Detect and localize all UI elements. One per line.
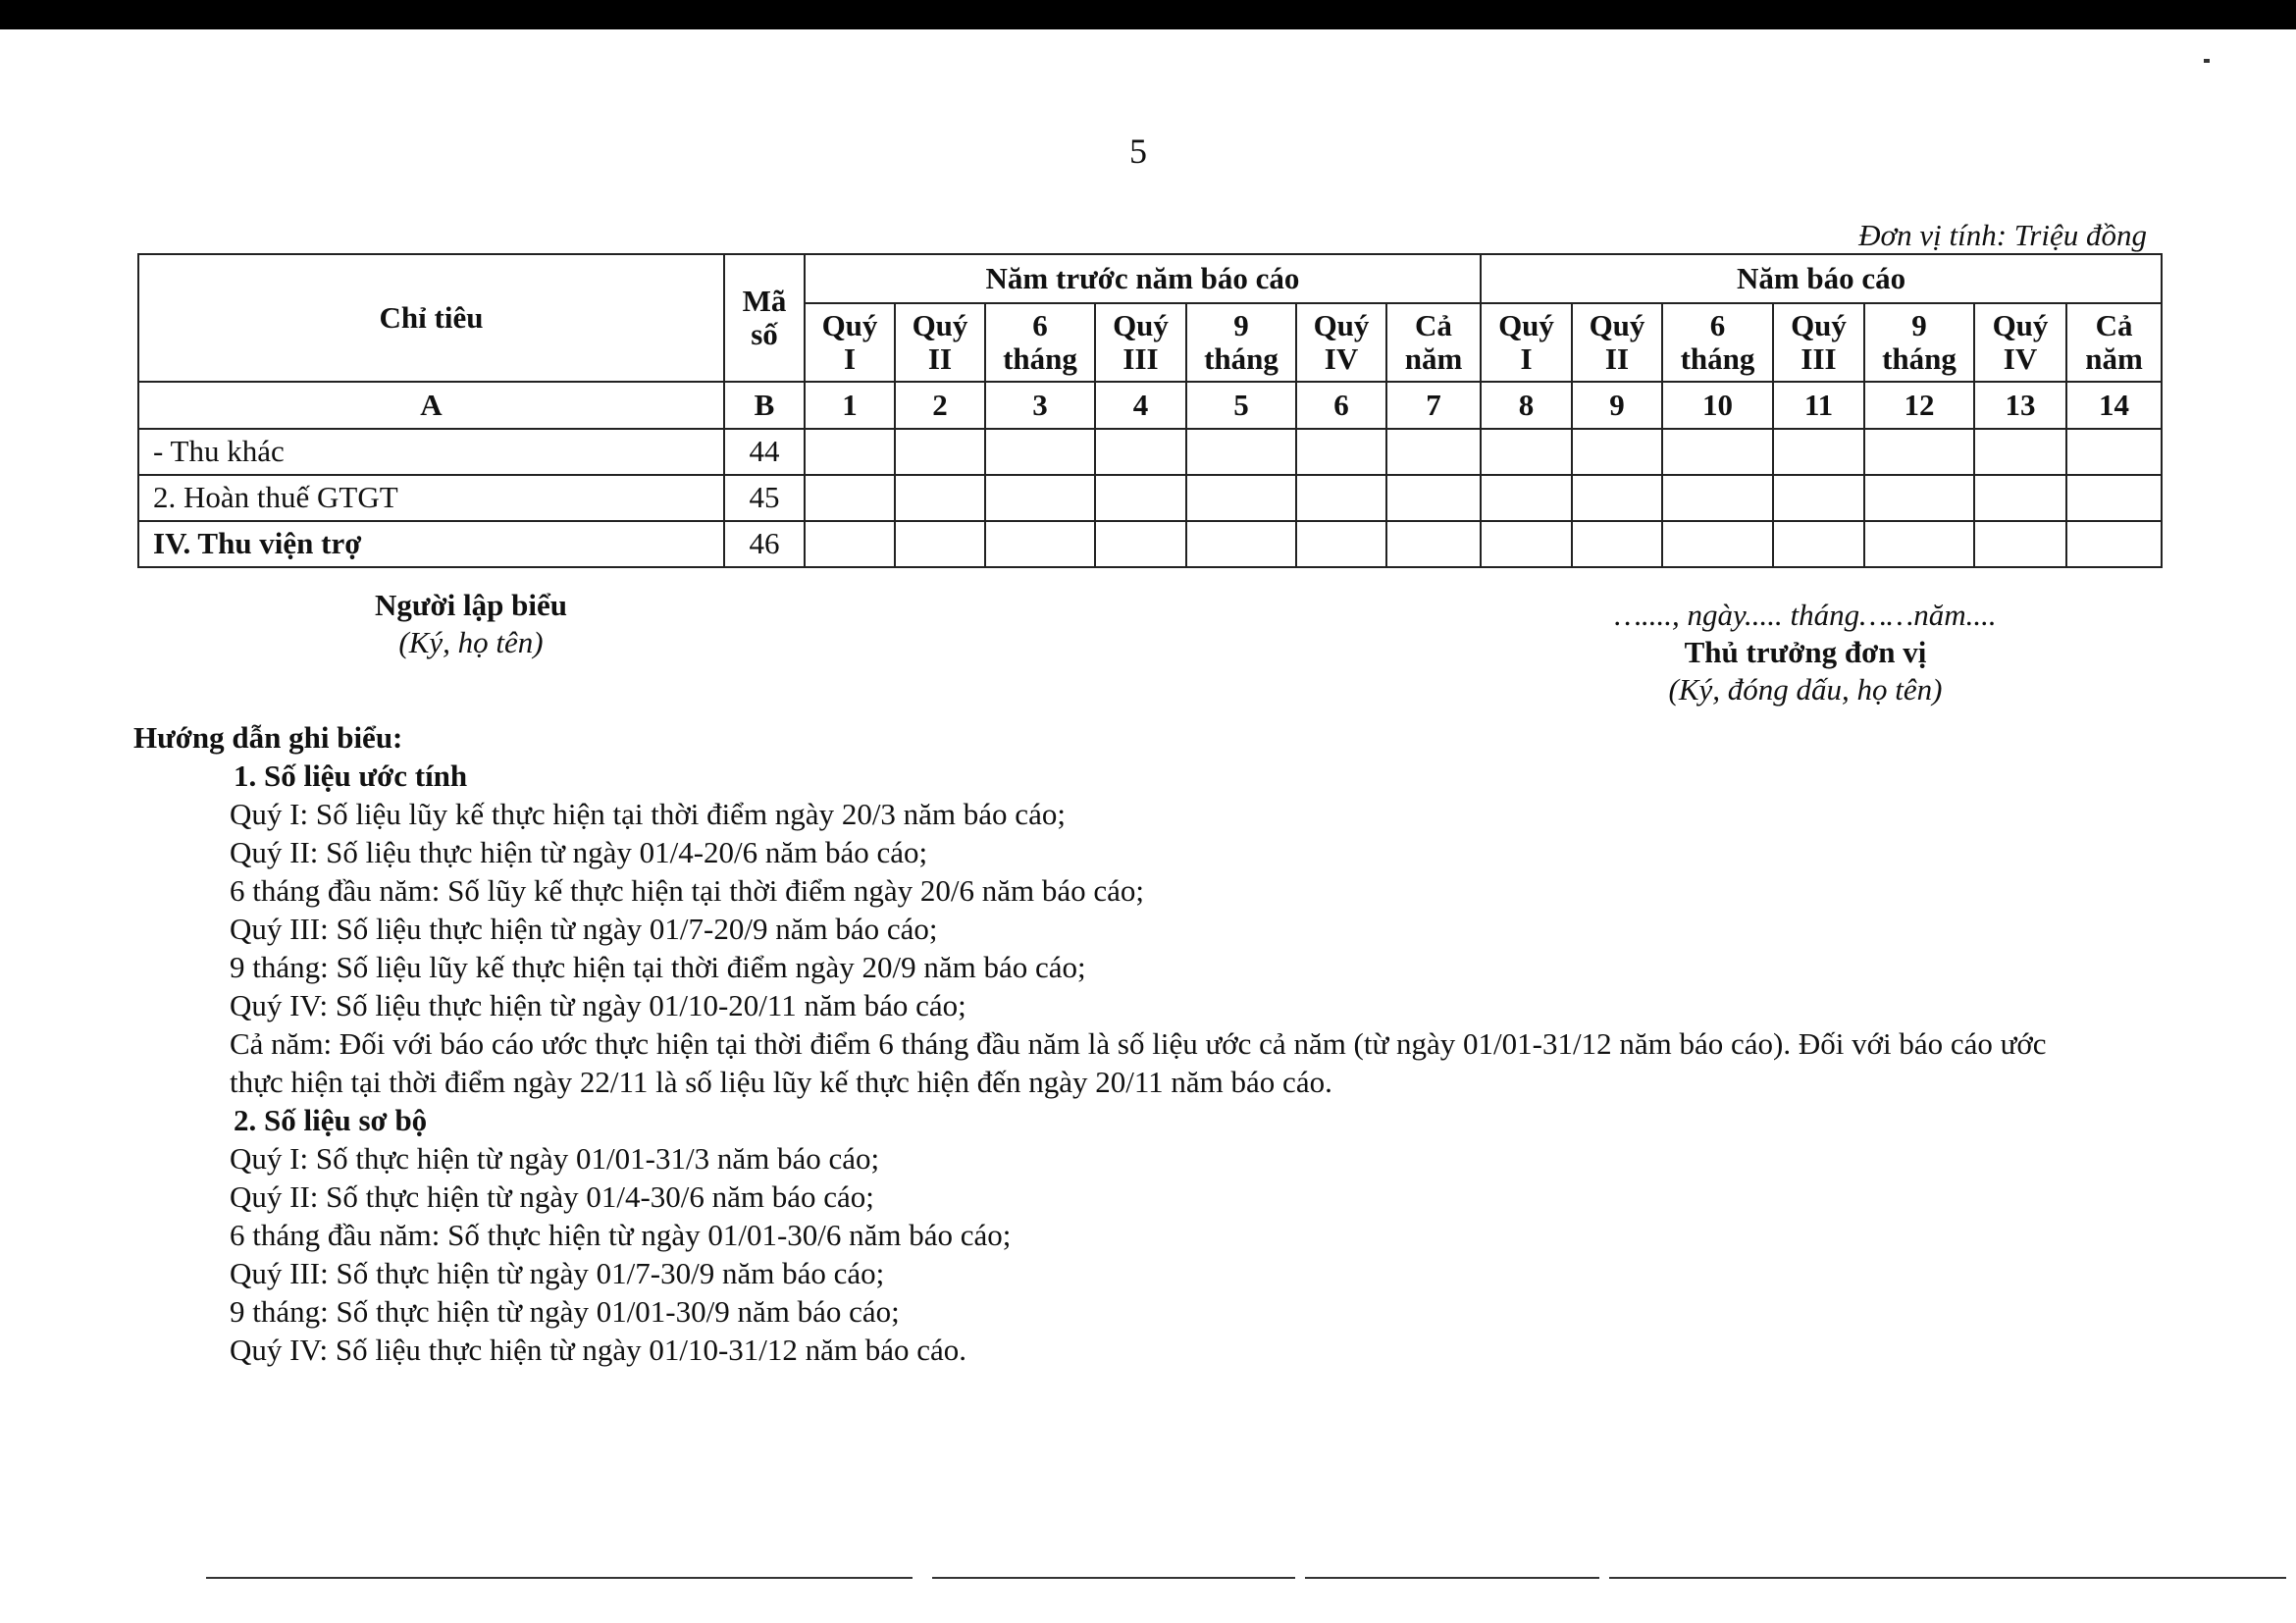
value-cell xyxy=(1662,475,1773,521)
row-code: 45 xyxy=(724,475,805,521)
value-cell xyxy=(1773,521,1864,567)
row-label: IV. Thu viện trợ xyxy=(138,521,724,567)
value-cell xyxy=(1481,521,1572,567)
value-cell xyxy=(805,475,895,521)
value-cell xyxy=(1095,475,1186,521)
value-cell xyxy=(895,475,985,521)
value-cell xyxy=(2066,475,2162,521)
row-label: 2. Hoàn thuế GTGT xyxy=(138,475,724,521)
header-period: Quý II xyxy=(1572,303,1662,382)
header-period: Cả năm xyxy=(1386,303,1481,382)
page-number: 5 xyxy=(1129,131,1147,171)
header-group-prev-year: Năm trước năm báo cáo xyxy=(805,254,1481,303)
value-cell xyxy=(2066,429,2162,475)
value-cell xyxy=(805,521,895,567)
value-cell xyxy=(1186,521,1296,567)
value-cell xyxy=(1662,521,1773,567)
header-period: Quý II xyxy=(895,303,985,382)
guide-item: 9 tháng: Số thực hiện từ ngày 01/01-30/9 năm báo cáo; xyxy=(230,1294,900,1329)
index-cell: 13 xyxy=(1974,382,2066,429)
value-cell xyxy=(1095,521,1186,567)
index-cell: 3 xyxy=(985,382,1095,429)
header-chitieu: Chỉ tiêu xyxy=(138,254,724,382)
value-cell xyxy=(1186,475,1296,521)
header-period: Quý I xyxy=(805,303,895,382)
guide-item: Quý II: Số thực hiện từ ngày 01/4-30/6 năm báo cáo; xyxy=(230,1179,874,1214)
guide-item: 6 tháng đầu năm: Số thực hiện từ ngày 01/01-30/6 năm báo cáo; xyxy=(230,1218,1012,1252)
unit-label: Đơn vị tính: Triệu đồng xyxy=(1858,218,2147,252)
value-cell xyxy=(1864,521,1974,567)
scan-artifact-line xyxy=(1609,1577,2286,1579)
date-line: …...., ngày..... tháng……năm.... xyxy=(1614,598,1997,632)
preparer-title: Người lập biểu xyxy=(375,588,567,622)
guide-item: Quý I: Số thực hiện từ ngày 01/01-31/3 năm báo cáo; xyxy=(230,1141,880,1176)
table-row xyxy=(138,521,2162,567)
index-cell: A xyxy=(138,382,724,429)
index-cell: 10 xyxy=(1662,382,1773,429)
guide-item: Quý IV: Số liệu thực hiện từ ngày 01/10-20/11 năm báo cáo; xyxy=(230,988,966,1022)
guide-item: 6 tháng đầu năm: Số lũy kế thực hiện tại thời điểm ngày 20/6 năm báo cáo; xyxy=(230,873,1144,908)
scan-top-border xyxy=(0,0,2296,29)
guide-item: thực hiện tại thời điểm ngày 22/11 là số liệu lũy kế thực hiện đến ngày 20/11 năm báo cáo. xyxy=(230,1065,1332,1099)
guide-item: Quý I: Số liệu lũy kế thực hiện tại thời điểm ngày 20/3 năm báo cáo; xyxy=(230,797,1066,831)
guide-heading: Hướng dẫn ghi biểu: xyxy=(133,720,403,755)
header-row-groups xyxy=(138,254,2162,303)
index-cell: 2 xyxy=(895,382,985,429)
header-period: Cả năm xyxy=(2066,303,2162,382)
header-period: Quý IV xyxy=(1296,303,1386,382)
scan-artifact-dot xyxy=(2204,59,2210,63)
index-cell: 7 xyxy=(1386,382,1481,429)
value-cell xyxy=(1386,521,1481,567)
value-cell xyxy=(1773,475,1864,521)
scan-artifact-line xyxy=(932,1577,1295,1579)
header-ma-so: Mã số xyxy=(724,254,805,382)
index-cell: 8 xyxy=(1481,382,1572,429)
table-body xyxy=(138,429,2162,567)
row-code: 46 xyxy=(724,521,805,567)
guide-item: Quý IV: Số liệu thực hiện từ ngày 01/10-31/12 năm báo cáo. xyxy=(230,1333,967,1367)
guide-item: Quý III: Số liệu thực hiện từ ngày 01/7-20/9 năm báo cáo; xyxy=(230,912,938,946)
value-cell xyxy=(1974,475,2066,521)
value-cell xyxy=(1095,429,1186,475)
preparer-signature-block xyxy=(324,587,618,661)
index-cell: 11 xyxy=(1773,382,1864,429)
index-row xyxy=(138,382,2162,429)
header-group-report-year: Năm báo cáo xyxy=(1481,254,2162,303)
table-row xyxy=(138,475,2162,521)
value-cell xyxy=(1572,429,1662,475)
value-cell xyxy=(985,429,1095,475)
header-period: Quý III xyxy=(1095,303,1186,382)
row-label: - Thu khác xyxy=(138,429,724,475)
value-cell xyxy=(1186,429,1296,475)
value-cell xyxy=(1572,475,1662,521)
value-cell xyxy=(1974,521,2066,567)
scan-artifact-line xyxy=(1305,1577,1599,1579)
report-table xyxy=(137,253,2163,568)
head-title: Thủ trưởng đơn vị xyxy=(1684,635,1927,669)
index-cell: 6 xyxy=(1296,382,1386,429)
value-cell xyxy=(985,475,1095,521)
value-cell xyxy=(895,521,985,567)
header-period: Quý I xyxy=(1481,303,1572,382)
index-cell: 4 xyxy=(1095,382,1186,429)
preparer-note: (Ký, họ tên) xyxy=(398,625,544,659)
head-signature-block xyxy=(1531,597,2080,708)
scan-artifact-line xyxy=(206,1577,913,1579)
header-period: 9 tháng xyxy=(1186,303,1296,382)
index-cell: 5 xyxy=(1186,382,1296,429)
guide-item: Quý III: Số thực hiện từ ngày 01/7-30/9 năm báo cáo; xyxy=(230,1256,885,1290)
index-cell: 14 xyxy=(2066,382,2162,429)
index-cell: 12 xyxy=(1864,382,1974,429)
value-cell xyxy=(985,521,1095,567)
row-code: 44 xyxy=(724,429,805,475)
header-period: 6 tháng xyxy=(1662,303,1773,382)
guide-section1-list xyxy=(133,795,2155,1101)
value-cell xyxy=(805,429,895,475)
value-cell xyxy=(1773,429,1864,475)
value-cell xyxy=(1296,429,1386,475)
value-cell xyxy=(1864,475,1974,521)
table-row xyxy=(138,429,2162,475)
value-cell xyxy=(1296,475,1386,521)
index-cell: B xyxy=(724,382,805,429)
guide-item: Cả năm: Đối với báo cáo ước thực hiện tại thời điểm 6 tháng đầu năm là số liệu ước cả năm (từ ngày 01/01-31/12 năm báo cáo). Đối với báo cáo ước xyxy=(230,1026,2047,1061)
value-cell xyxy=(1662,429,1773,475)
value-cell xyxy=(1386,475,1481,521)
value-cell xyxy=(1296,521,1386,567)
head-note: (Ký, đóng dấu, họ tên) xyxy=(1668,672,1943,707)
guide-section2-title: 2. Số liệu sơ bộ xyxy=(234,1103,428,1137)
value-cell xyxy=(1974,429,2066,475)
value-cell xyxy=(1572,521,1662,567)
value-cell xyxy=(1481,475,1572,521)
header-period: Quý III xyxy=(1773,303,1864,382)
guide-item: Quý II: Số liệu thực hiện từ ngày 01/4-20/6 năm báo cáo; xyxy=(230,835,928,869)
header-period: Quý IV xyxy=(1974,303,2066,382)
header-period: 9 tháng xyxy=(1864,303,1974,382)
value-cell xyxy=(1481,429,1572,475)
value-cell xyxy=(1386,429,1481,475)
index-cell: 1 xyxy=(805,382,895,429)
guide-item: 9 tháng: Số liệu lũy kế thực hiện tại thời điểm ngày 20/9 năm báo cáo; xyxy=(230,950,1086,984)
index-cell: 9 xyxy=(1572,382,1662,429)
value-cell xyxy=(895,429,985,475)
guide-section2-list xyxy=(133,1139,2155,1369)
value-cell xyxy=(1864,429,1974,475)
value-cell xyxy=(2066,521,2162,567)
guide-section1-title: 1. Số liệu ước tính xyxy=(234,759,468,793)
guide-section xyxy=(133,718,2155,1369)
header-period: 6 tháng xyxy=(985,303,1095,382)
